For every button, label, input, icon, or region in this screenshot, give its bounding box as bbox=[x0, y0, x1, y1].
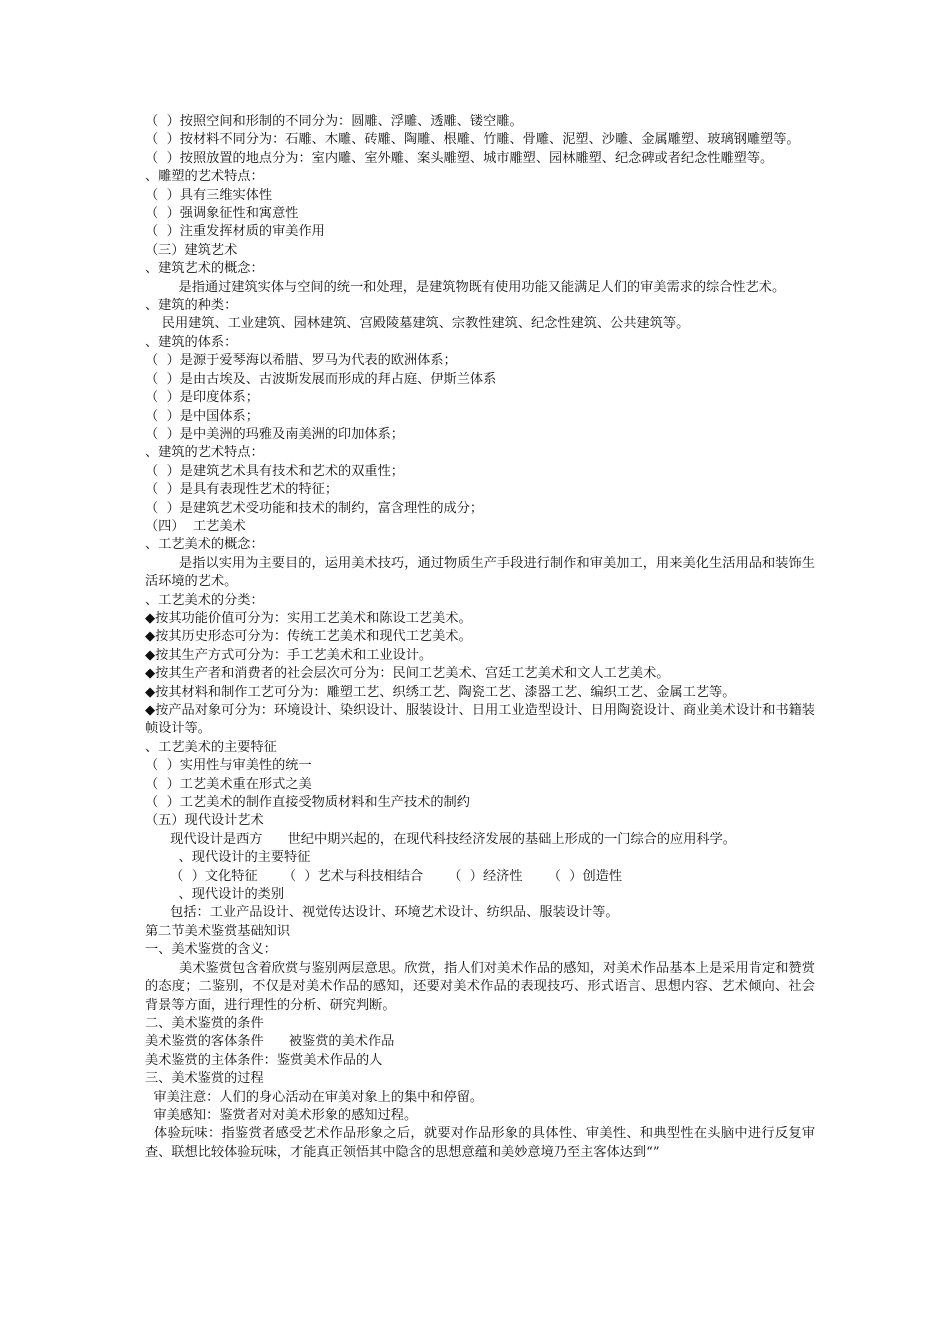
text-line: （ ）具有三维实体性 bbox=[145, 187, 273, 203]
text-line: （ ）按照空间和形制的不同分为：圆雕、浮雕、透雕、镂空雕。 bbox=[145, 114, 523, 129]
text-line: ◆按其生产者和消费者的社会层次可分为：民间工艺美术、宫廷工艺美术和文人工艺美术。 bbox=[145, 666, 670, 682]
text-line: （ ）是由古埃及、古波斯发展而形成的拜占庭、伊斯兰体系 bbox=[145, 371, 497, 387]
text-line: （ ）是源于爱琴海以希腊、罗马为代表的欧洲体系； bbox=[145, 353, 457, 369]
text-line: （ ）是建筑艺术受功能和技术的制约，富含理性的成分； bbox=[145, 500, 484, 516]
text-line: ◆按其生产方式可分为：手工艺美术和工业设计。 bbox=[145, 647, 433, 663]
text-line: （ ）注重发挥材质的审美作用 bbox=[145, 224, 325, 240]
text-line: 、工艺美术的概念： bbox=[145, 537, 264, 553]
text-line: 、建筑的种类： bbox=[145, 298, 238, 314]
text-line: 民用建筑、工业建筑、园林建筑、宫殿陵墓建筑、宗教性建筑、纪念性建筑、公共建筑等。 bbox=[145, 316, 690, 332]
text-line: 美术鉴赏的客体条件 被鉴赏的美术作品 bbox=[145, 1034, 395, 1050]
text-line: （ ）工艺美术重在形式之美 bbox=[145, 776, 312, 792]
text-line: （ ）工艺美术的制作直接受物质材料和生产技术的制约 bbox=[145, 795, 470, 811]
text-line: 、建筑艺术的概念： bbox=[145, 261, 264, 277]
text-line: （四） 工艺美术 bbox=[145, 518, 246, 534]
text-line: 三、美术鉴赏的过程 bbox=[145, 1071, 264, 1087]
text-line: （五）现代设计艺术 bbox=[145, 813, 264, 829]
text-line: 现代设计是西方 世纪中期兴起的，在现代科技经济发展的基础上形成的一门综合的应用科学。 bbox=[145, 831, 736, 847]
text-line: （三）建筑艺术 bbox=[145, 242, 238, 258]
text-line: 、现代设计的主要特征 bbox=[145, 850, 311, 866]
text-line: 一、美术鉴赏的含义： bbox=[145, 942, 277, 958]
text-line: 审美注意：人们的身心活动在审美对象上的集中和停留。 bbox=[145, 1089, 484, 1105]
text-line: （ ）是建筑艺术具有技术和艺术的双重性； bbox=[145, 463, 404, 479]
text-line: （ ）按照放置的地点分为：室内雕、室外雕、案头雕塑、城市雕塑、园林雕塑、纪念碑或者纪念性雕塑等。 bbox=[145, 150, 774, 166]
text-line: 、工艺美术的主要特征 bbox=[145, 739, 277, 755]
text-line: （ ）是印度体系； bbox=[145, 390, 259, 406]
document-page bbox=[145, 113, 815, 1162]
text-line: 、建筑的艺术特点： bbox=[145, 445, 264, 461]
paragraph: 美术鉴赏包含着欣赏与鉴别两层意思。欣赏，指人们对美术作品的感知，对美术作品基本上是采用肯定和赞赏的态度；二鉴别，不仅是对美术作品的感知，还要对美术作品的表现技巧、形式语言、思想内容、艺术倾向、社会背景等方面，进行理性的分析、研究判断。 bbox=[145, 960, 815, 1013]
text-line: 二、美术鉴赏的条件 bbox=[145, 1015, 264, 1031]
text-line: 、现代设计的类别 bbox=[145, 887, 285, 903]
paragraph: 是指通过建筑实体与空间的统一和处理，是建筑物既有使用功能又能满足人们的审美需求的综合性艺术。 bbox=[145, 279, 786, 295]
text-line: （ ）实用性与审美性的统一 bbox=[145, 758, 312, 774]
paragraph: 是指以实用为主要目的，运用美术技巧，通过物质生产手段进行制作和审美加工，用来美化生活用品和装饰生活环境的艺术。 bbox=[145, 555, 815, 590]
text-line: （ ）是中国体系； bbox=[145, 408, 259, 424]
text-line: （ ）强调象征性和寓意性 bbox=[145, 206, 299, 222]
text-line: ◆按其历史形态可分为：传统工艺美术和现代工艺美术。 bbox=[145, 629, 472, 645]
text-line: （ ）文化特征 （ ）艺术与科技相结合 （ ）经济性 （ ）创造性 bbox=[145, 868, 623, 884]
text-line: 第二节美术鉴赏基础知识 bbox=[145, 923, 291, 939]
text-line: （ ）是具有表现性艺术的特征； bbox=[145, 482, 339, 498]
text-line: ◆按其功能价值可分为：实用工艺美术和陈设工艺美术。 bbox=[145, 610, 472, 626]
text-line: 包括：工业产品设计、视觉传达设计、环境艺术设计、纺织品、服装设计等。 bbox=[145, 905, 619, 921]
text-line: 、工艺美术的分类： bbox=[145, 592, 264, 608]
text-line: 美术鉴赏的主体条件：鉴赏美术作品的人 bbox=[145, 1052, 383, 1068]
text-line: 审美感知：鉴赏者对对美术形象的感知过程。 bbox=[145, 1107, 418, 1123]
paragraph: ◆按产品对象可分为：环境设计、染织设计、服装设计、日用工业造型设计、日用陶瓷设计、商业美术设计和书籍装帧设计等。 bbox=[145, 703, 815, 737]
text-line: 、建筑的体系： bbox=[145, 334, 238, 350]
paragraph: （ ）按材料不同分为：石雕、木雕、砖雕、陶雕、根雕、竹雕、骨雕、泥塑、沙雕、金属雕塑、玻璃钢雕塑等。 bbox=[145, 132, 800, 148]
text-line: 、雕塑的艺术特点： bbox=[145, 169, 264, 185]
text-line: ◆按其材料和制作工艺可分为：雕塑工艺、织绣工艺、陶瓷工艺、漆器工艺、编织工艺、金属工艺等。 bbox=[145, 684, 736, 700]
paragraph: 体验玩味：指鉴赏者感受艺术作品形象之后，就要对作品形象的具体性、审美性、和典型性在头脑中进行反复审查、联想比较体验玩味，才能真正领悟其中隐含的思想意蕴和美妙意境乃至主客体达到“” bbox=[145, 1126, 816, 1160]
text-line: （ ）是中美洲的玛雅及南美洲的印加体系； bbox=[145, 426, 404, 442]
